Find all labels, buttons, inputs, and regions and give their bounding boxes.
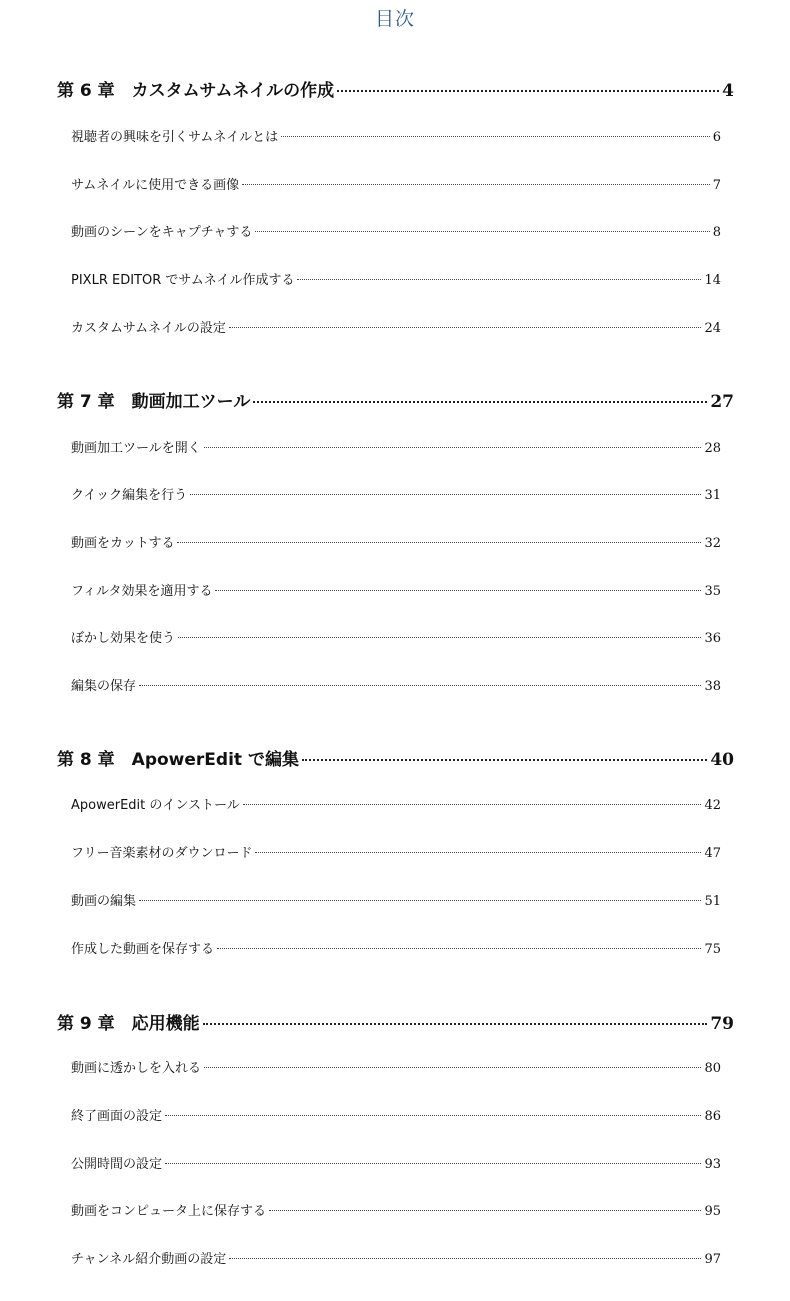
dot-leader (253, 401, 707, 403)
section-title: ApowerEdit のインストール (71, 798, 240, 813)
dot-leader (337, 90, 719, 92)
section-page-number: 28 (704, 441, 721, 456)
dot-leader (229, 327, 702, 328)
section-title: 公開時間の設定 (71, 1157, 163, 1172)
section-title: サムネイルに使用できる画像 (71, 178, 240, 193)
section-page-number: 24 (704, 321, 721, 336)
dot-leader (269, 1210, 701, 1211)
section-page-number: 35 (704, 584, 721, 599)
section-title: 編集の保存 (71, 679, 137, 694)
section-title: フリー音楽素材のダウンロード (71, 846, 253, 861)
toc-entry[interactable] (71, 794, 721, 813)
section-page-number: 8 (712, 225, 721, 240)
chapter-title: 第 9 章 応用機能 (57, 1014, 200, 1034)
dot-leader (203, 1023, 708, 1025)
toc-entry[interactable] (71, 890, 721, 909)
toc-entry[interactable] (71, 532, 721, 551)
toc-entry[interactable] (71, 1105, 721, 1124)
dot-leader (139, 685, 701, 686)
chapter-title: 第 8 章 ApowerEdit で編集 (57, 750, 299, 770)
section-page-number: 75 (704, 942, 721, 957)
dot-leader (165, 1115, 701, 1116)
dot-leader (204, 1067, 701, 1068)
dot-leader (243, 804, 702, 805)
chapter-page-number: 79 (710, 1014, 734, 1034)
section-page-number: 32 (704, 536, 721, 551)
section-page-number: 42 (704, 798, 721, 813)
section-title: クイック編集を行う (71, 488, 188, 503)
section-title: チャンネル紹介動画の設定 (71, 1252, 227, 1267)
toc-title: 目次 (374, 8, 415, 30)
section-title: PIXLR EDITOR でサムネイル作成する (71, 273, 295, 288)
dot-leader (165, 1163, 701, 1164)
toc-entry[interactable] (71, 437, 721, 456)
toc-entry[interactable] (71, 269, 721, 288)
dot-leader (229, 1258, 701, 1259)
section-page-number: 36 (704, 631, 721, 646)
section-title: 動画に透かしを入れる (71, 1061, 202, 1076)
section-title: カスタムサムネイルの設定 (71, 321, 226, 336)
toc-entry[interactable] (71, 1153, 721, 1172)
toc-entry[interactable] (71, 126, 721, 145)
dot-leader (178, 637, 701, 638)
toc-entry[interactable] (71, 317, 721, 336)
section-title: 作成した動画を保存する (71, 942, 215, 957)
chapter-title: 第 7 章 動画加工ツール (57, 392, 251, 412)
section-title: 視聴者の興味を引くサムネイルとは (71, 130, 279, 145)
section-title: 動画のシーンをキャプチャする (71, 225, 253, 240)
section-page-number: 97 (704, 1252, 721, 1267)
toc-entry[interactable] (71, 1200, 721, 1219)
section-title: 動画の編集 (71, 894, 137, 909)
chapter-title: 第 6 章 カスタムサムネイルの作成 (57, 81, 335, 101)
section-page-number: 80 (704, 1061, 721, 1076)
toc-entry[interactable] (71, 1057, 721, 1076)
dot-leader (204, 447, 702, 448)
chapter-page-number: 4 (722, 81, 734, 101)
dot-leader (281, 136, 710, 137)
section-page-number: 31 (704, 488, 721, 503)
section-title: フィルタ効果を適用する (71, 584, 213, 599)
section-title: 動画をカットする (71, 536, 175, 551)
dot-leader (215, 590, 701, 591)
section-page-number: 51 (704, 894, 721, 909)
section-title: 動画加工ツールを開く (71, 441, 201, 456)
dot-leader (242, 184, 710, 185)
section-page-number: 93 (704, 1157, 721, 1172)
section-page-number: 95 (704, 1204, 721, 1219)
section-page-number: 7 (712, 178, 721, 193)
toc-chapter-6[interactable] (57, 76, 734, 101)
dot-leader (139, 900, 701, 901)
dot-leader (255, 852, 701, 853)
toc-entry[interactable] (71, 580, 721, 599)
section-page-number: 86 (704, 1109, 721, 1124)
section-page-number: 38 (704, 679, 721, 694)
dot-leader (302, 759, 707, 761)
toc-entry[interactable] (71, 174, 721, 193)
toc-entry[interactable] (71, 1248, 721, 1267)
dot-leader (190, 494, 701, 495)
chapter-page-number: 40 (710, 750, 734, 770)
toc-entry[interactable] (71, 627, 721, 646)
chapter-page-number: 27 (710, 392, 734, 412)
dot-leader (217, 948, 701, 949)
toc-entry[interactable] (71, 221, 721, 240)
dot-leader (255, 231, 709, 232)
dot-leader (297, 279, 701, 280)
toc-entry[interactable] (71, 938, 721, 957)
toc-chapter-8[interactable] (57, 745, 734, 770)
toc-chapter-9[interactable] (57, 1009, 734, 1034)
section-title: ぼかし効果を使う (71, 631, 176, 646)
section-title: 終了画面の設定 (71, 1109, 163, 1124)
toc-entry[interactable] (71, 675, 721, 694)
toc-entry[interactable] (71, 842, 721, 861)
toc-entry[interactable] (71, 484, 721, 503)
toc-chapter-7[interactable] (57, 387, 734, 412)
section-page-number: 6 (712, 130, 721, 145)
section-page-number: 14 (704, 273, 721, 288)
section-title: 動画をコンピュータ上に保存する (71, 1204, 267, 1219)
dot-leader (177, 542, 701, 543)
section-page-number: 47 (704, 846, 721, 861)
